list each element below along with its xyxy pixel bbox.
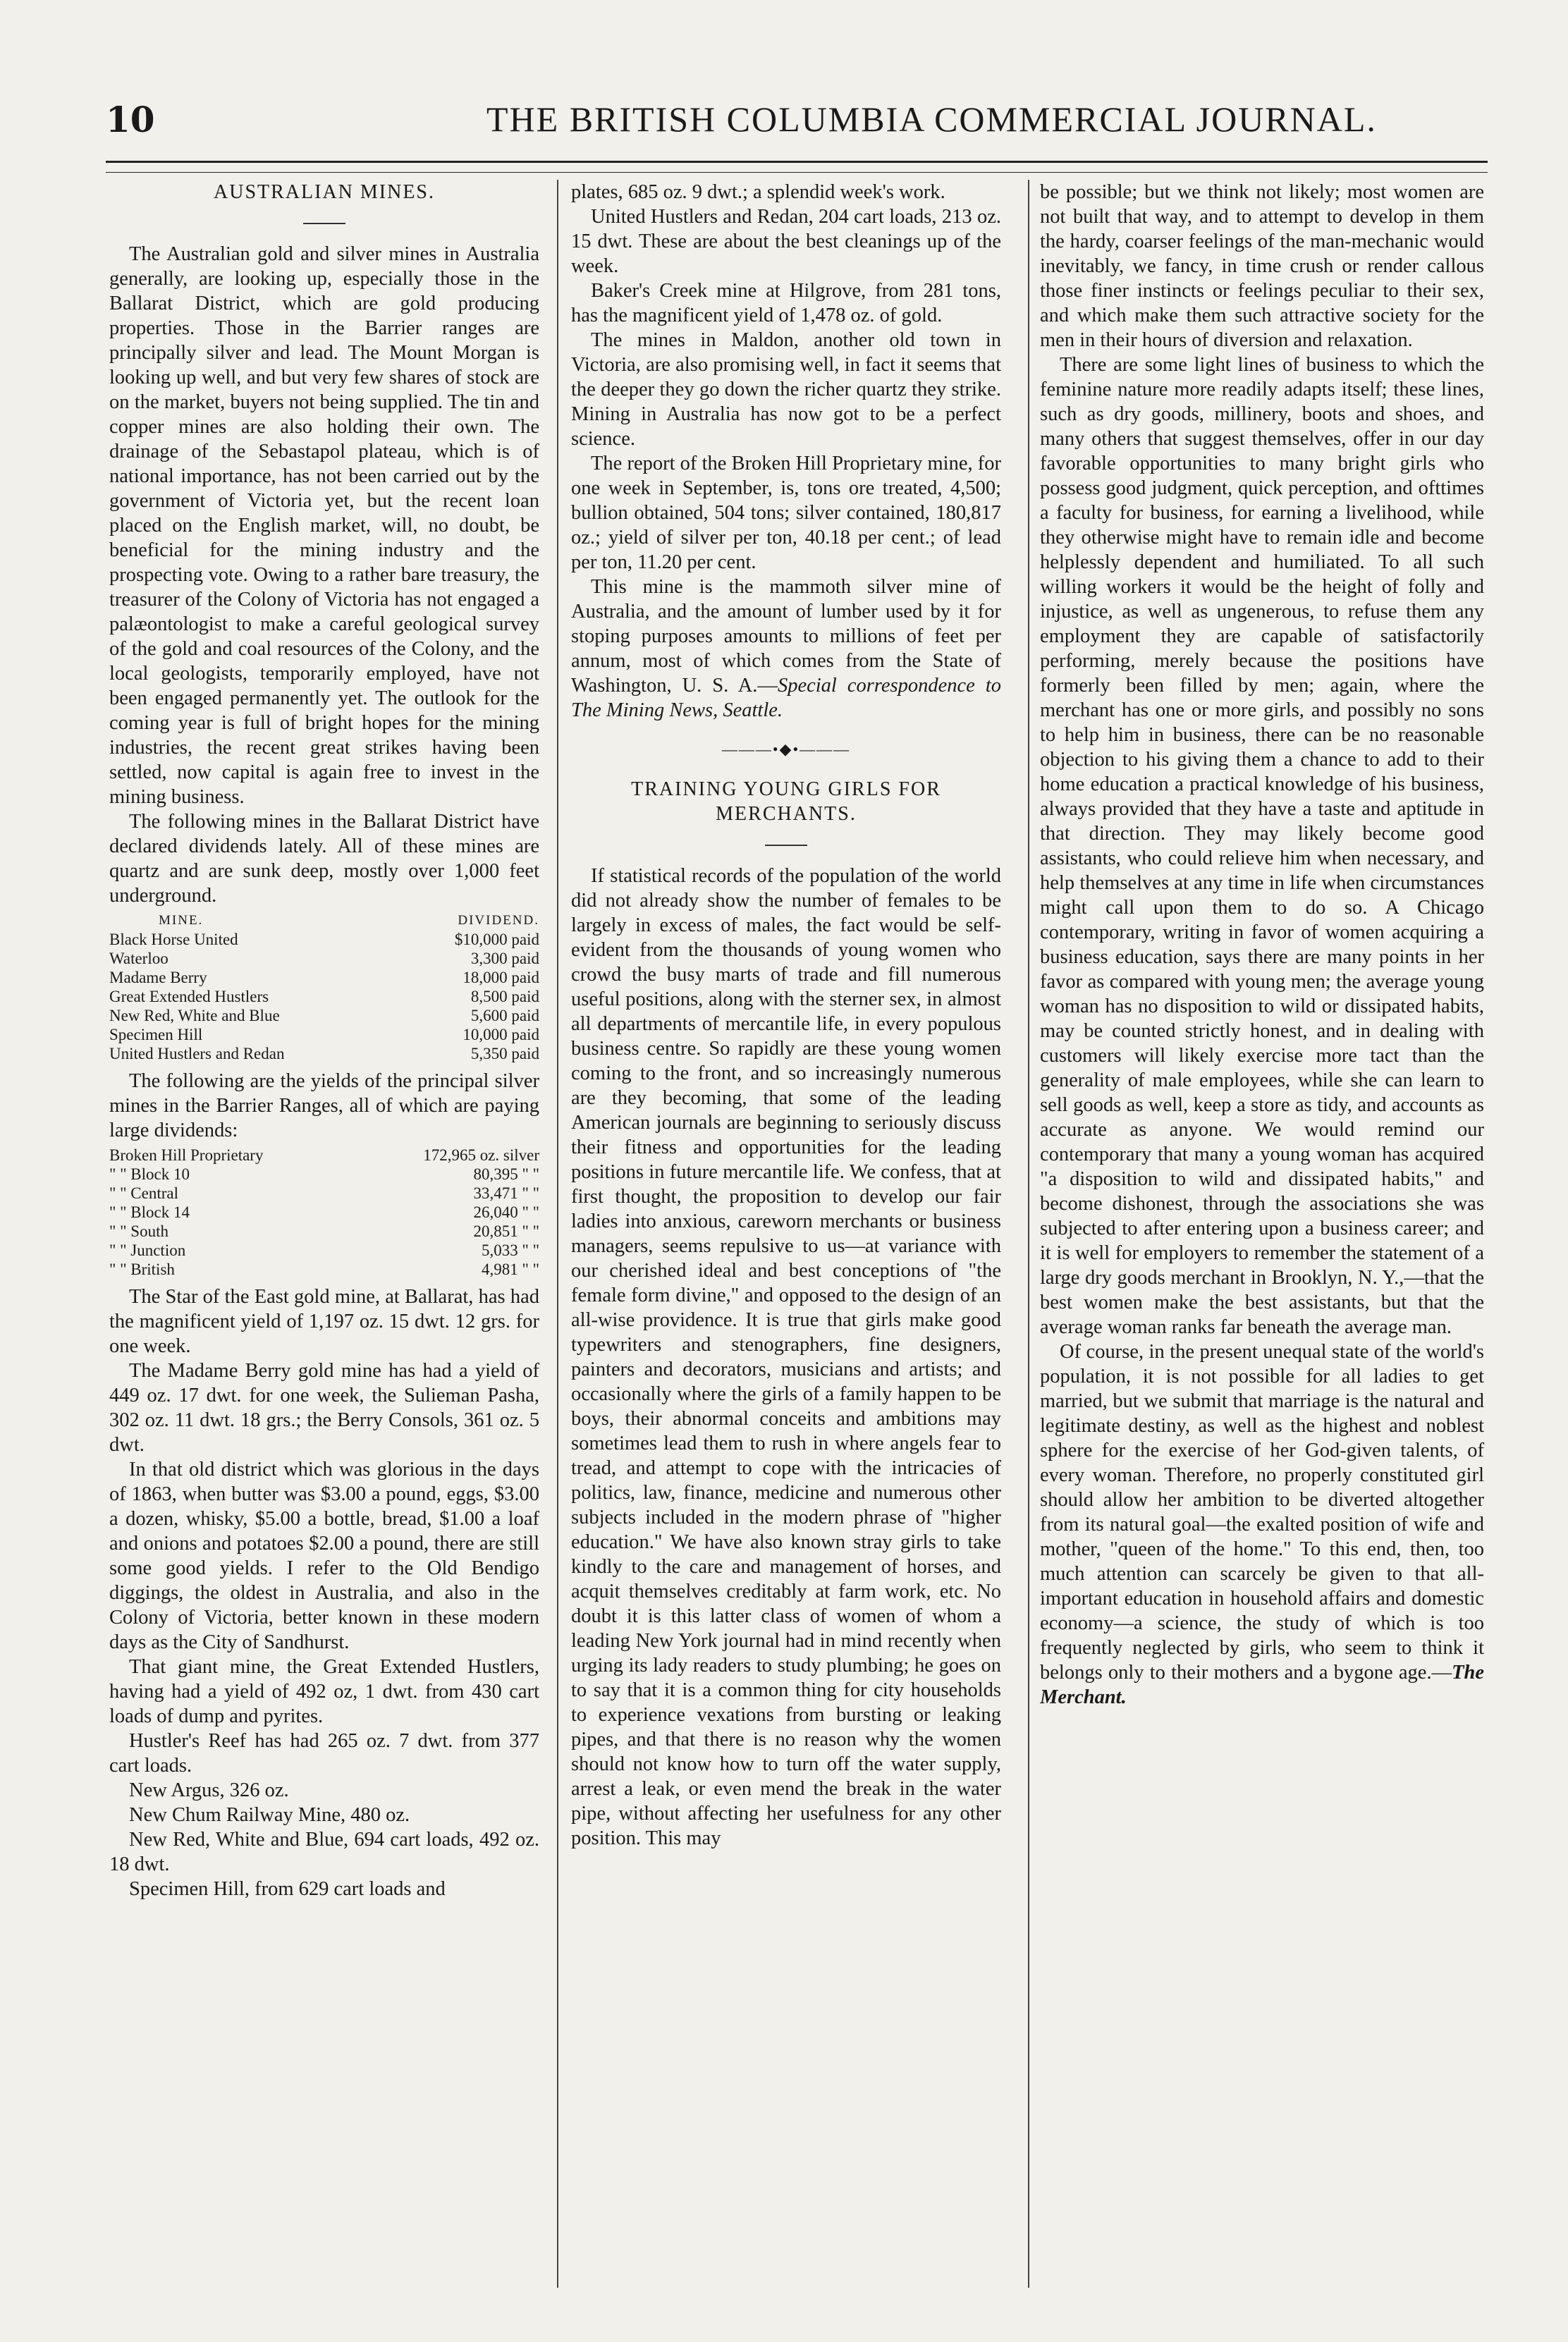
table-row — [109, 1203, 539, 1222]
column-2 — [571, 180, 1001, 2288]
table-row — [109, 1222, 539, 1241]
table-row — [109, 1044, 539, 1063]
yield-value: 80,395 " " — [473, 1165, 539, 1183]
source-credit: Special correspondence to The Mining News, Seattle. — [571, 675, 1001, 721]
mine-name: New Red, White and Blue — [109, 1007, 280, 1024]
yield-value: 26,040 " " — [473, 1203, 539, 1221]
dividend-amount: 10,000 paid — [463, 1026, 539, 1043]
paragraph: The following mines in the Ballarat District have declared dividends lately. All of these mines are quartz and are sunk deep, mostly over 1,000 feet underground. — [109, 811, 539, 907]
yield-value: 5,033 " " — [481, 1241, 539, 1259]
table-row — [109, 987, 539, 1006]
yield-value: 4,981 " " — [481, 1261, 539, 1278]
paragraph: Baker's Creek mine at Hilgrove, from 281 tons, has the magnificent yield of 1,478 oz. of gold. — [571, 280, 1001, 326]
dividend-amount: 5,600 paid — [470, 1007, 539, 1024]
source-credit: The Merchant. — [1040, 1662, 1484, 1708]
paragraph: Specimen Hill, from 629 cart loads and — [129, 1878, 446, 1900]
column-divider — [1028, 180, 1029, 2288]
paragraph: There are some light lines of business to which the feminine nature more readily adapts itself; these lines, such as dry goods, millinery, boots and shoes, and many others that suggest themselves, offer in our day favorable opportunities to many bright girls who possess good judgment, quick perception, and ofttimes a faculty for business, for earning a livelihood, while they otherwise might have to remain idle and become helplessly dependent and humiliated. To all such willing workers it would be the height of folly and injustice, as well as ungenerous, to refuse them any employment they are capable of satisfactorily performing, merely because the positions have formerly been filled by men; again, where the merchant has one or more girls, and possibly no sons to help him in business, there can be no reasonable objection to his giving them a chance to add to their home education a practical knowledge of his business, always provided that they have a taste and aptitude in that direction. They may likely become good assistants, who could relieve him when necessary, and help themselves at any time in life when circumstances might call upon them to do so. A Chicago contemporary, writing in favor of women acquiring a business education, says there are many points in her favor as compared with young men; the average young woman has no disposition to wild or dissipated habits, may be counted strictly honest, and in dealing with customers will likely exercise more tact than the generality of male employees, while she can learn to sell goods as well, keep a store as tidy, and accounts as accurate as anyone. We would remind our contemporary that many a young woman has acquired "a disposition to wild and dissipated habits," and become dishonest, through the associations she was subjected to after entering upon a business career; and it is well for employers to remember the statement of a large dry goods merchant in Brooklyn, N. Y.,—that the best women make the best assistants, but that the average woman ranks far beneath the average man. — [1040, 354, 1484, 1338]
mine-name: " " Block 10 — [109, 1165, 190, 1183]
journal-title: THE BRITISH COLUMBIA COMMERCIAL JOURNAL. — [486, 99, 1377, 139]
column-1 — [109, 180, 539, 2288]
mine-name: " " Central — [109, 1184, 178, 1202]
table-header-mine: MINE. — [159, 913, 204, 928]
table-row — [109, 1006, 539, 1025]
mine-name: Waterloo — [109, 950, 169, 967]
paragraph: plates, 685 oz. 9 dwt.; a splendid week's work. — [571, 181, 945, 203]
page-header — [106, 92, 1488, 148]
heading-dash — [571, 832, 1001, 857]
table-row — [109, 930, 539, 949]
dividend-amount: 3,300 paid — [470, 950, 539, 967]
table-row — [109, 1165, 539, 1184]
table-header-dividend: DIVIDEND. — [458, 913, 539, 928]
paragraph: The following are the yields of the principal silver mines in the Barrier Ranges, all of which are paying large dividends: — [109, 1070, 539, 1141]
paragraph: New Argus, 326 oz. — [129, 1779, 289, 1801]
dividend-amount: 18,000 paid — [463, 969, 539, 986]
paragraph: United Hustlers and Redan, 204 cart loads, 213 oz. 15 dwt. These are about the best cleanings up of the week. — [571, 206, 1001, 277]
paragraph-text: Of course, in the present unequal state of the world's population, it is not possible for all ladies to get married, but we submit that marriage is the natural and legitimate destiny, as well as the highest and noblest sphere for the exercise of her God-given talents, of every woman. Therefore, no properly constituted girl should allow her ambition to be diverted altogether from its natural goal—the exalted position of wife and mother, "queen of the home." To this end, then, too much attention can scarcely be given to that all-important education in household affairs and domestic economy—a science, the study of which is too frequently neglected by girls, who seem to think it belongs only to their mothers and a bygone age.— — [1040, 1341, 1484, 1684]
yield-value: 33,471 " " — [473, 1184, 539, 1202]
table-row — [109, 1025, 539, 1044]
column-divider — [557, 180, 558, 2288]
page-number: 10 — [106, 99, 155, 140]
silver-yield-table — [109, 1146, 539, 1279]
paragraph: The mines in Maldon, another old town in Victoria, are also promising well, in fact it seems that the deeper they go down the richer quartz they strike. Mining in Australia has now got to be a perfect science. — [571, 329, 1001, 450]
mine-name: United Hustlers and Redan — [109, 1045, 285, 1062]
dividend-table — [109, 911, 539, 1063]
paragraph — [571, 575, 1001, 723]
paragraph: That giant mine, the Great Extended Hustlers, having had a yield of 492 oz, 1 dwt. from 430 cart loads of dump and pyrites. — [109, 1656, 539, 1727]
paragraph: New Red, White and Blue, 694 cart loads, 492 oz. 18 dwt. — [109, 1829, 539, 1875]
mine-name: Madame Berry — [109, 969, 207, 986]
mine-name: Broken Hill Proprietary — [109, 1146, 264, 1164]
column-3 — [1040, 180, 1484, 2288]
yield-value: 20,851 " " — [473, 1222, 539, 1240]
article-heading-australian-mines: AUSTRALIAN MINES. — [214, 181, 435, 203]
paragraph-text: This mine is the mammoth silver mine of Australia, and the amount of lumber used by it for stoping purposes amounts to millions of feet per annum, most of which comes from the State of Washington, U. S. A.— — [571, 576, 1001, 697]
paragraph: The Madame Berry gold mine has had a yield of 449 oz. 17 dwt. for one week, the Sulieman Pasha, 302 oz. 11 dwt. 18 grs.; the Berry Consols, 361 oz. 5 dwt. — [109, 1360, 539, 1456]
article-heading-training-young-girls: TRAINING YOUNG GIRLS FOR MERCHANTS. — [631, 778, 941, 825]
paragraph — [1040, 1339, 1484, 1710]
header-rule — [106, 161, 1488, 163]
heading-dash — [109, 210, 539, 235]
paragraph: In that old district which was glorious in the days of 1863, when butter was $3.00 a pound, eggs, $3.00 a dozen, whisky, $5.00 a bottle, bread, $1.00 a loaf and onions and potatoes $2.00 a pound, there are still some good yields. I refer to the Old Bendigo diggings, the oldest in Australia, and also in the Colony of Victoria, better known in these modern days as the City of Sandhurst. — [109, 1459, 539, 1653]
table-row — [109, 949, 539, 968]
dividend-amount: 8,500 paid — [470, 988, 539, 1005]
table-row — [109, 1241, 539, 1260]
paragraph: New Chum Railway Mine, 480 oz. — [129, 1804, 410, 1826]
paragraph: Hustler's Reef has had 265 oz. 7 dwt. from 377 cart loads. — [109, 1730, 539, 1777]
yield-value: 172,965 oz. silver — [423, 1146, 539, 1164]
table-row — [109, 1184, 539, 1203]
mine-name: Great Extended Hustlers — [109, 988, 269, 1005]
mine-name: " " Junction — [109, 1241, 186, 1259]
mine-name: " " South — [109, 1222, 169, 1240]
dividend-amount: $10,000 paid — [454, 931, 539, 948]
header-rule-thin — [106, 172, 1488, 173]
mine-name: Black Horse United — [109, 931, 238, 948]
paragraph: If statistical records of the population of the world did not already show the number of females to be largely in excess of males, the fact would be self-evident from the thousands of young women who crowd the busy marts of trade and fill numerous useful positions, along with the sterner sex, in almost all departments of mercantile life, in every populous business centre. So rapidly are these young women coming to the front, and so increasingly numerous are they becoming, that some of the leading American journals are beginning to seriously discuss their fitness and opportunities for the leading positions in future mercantile life. We confess, that at first thought, the proposition to develop our fair ladies into anxious, careworn merchants or business managers, seems repulsive to us—at variance with our cherished ideal and best conceptions of "the female form divine," and opposed to the design of an all-wise providence. It is true that girls make good typewriters and stenographers, fine designers, painters and decorators, musicians and artists; and occasionally where the girls of a family happen to be boys, their abnormal conceits and ambitions may sometimes lead them to rush in where angels fear to tread, and attempt to cope with the intricacies of politics, law, finance, medicine and numerous other subjects included in the modern phrase of "higher education." We have also known stray girls to take kindly to the care and management of horses, and acquit themselves creditably at farm work, etc. No doubt it is this latter class of women of whom a leading New York journal had in mind recently when urging its lady readers to study plumbing; he goes on to say that it is a common thing for city households to experience vexations from bursting or leaking pipes, and that there is no reason why the women should not know how to turn off the water supply, arrest a leak, or even mend the break in the water pipe, without affecting her usefulness for any other position. This may — [571, 865, 1001, 1849]
paragraph: be possible; but we think not likely; most women are not built that way, and to attempt to develop in them the hardy, coarser feelings of the man-mechanic would inevitably, we fancy, in time crush or render callous those finer instincts or feelings peculiar to their sex, and which make them such attractive society for the men in their hours of diversion and relaxation. — [1040, 181, 1484, 351]
mine-name: " " British — [109, 1261, 175, 1278]
table-row — [109, 968, 539, 987]
dividend-amount: 5,350 paid — [470, 1045, 539, 1062]
mine-name: " " Block 14 — [109, 1203, 190, 1221]
mine-name: Specimen Hill — [109, 1026, 203, 1043]
paragraph: The report of the Broken Hill Proprietary mine, for one week in September, is, tons ore treated, 4,500; bullion obtained, 504 tons; silver contained, 180,817 oz.; yield of silver per ton, 40.18 per cent.; of lead per ton, 11.20 per cent. — [571, 453, 1001, 573]
table-row — [109, 1260, 539, 1279]
section-ornament: ———•◆•——— — [721, 740, 851, 758]
paragraph: The Star of the East gold mine, at Ballarat, has had the magnificent yield of 1,197 oz. 15 dwt. 12 grs. for one week. — [109, 1286, 539, 1357]
table-row — [109, 1146, 539, 1165]
paragraph: The Australian gold and silver mines in Australia generally, are looking up, especially those in the Ballarat District, which are gold producing properties. Those in the Barrier ranges are principally silver and lead. The Mount Morgan is looking up well, and but very few shares of stock are on the market, buyers not being supplied. The tin and copper mines are also holding their own. The drainage of the Sebastapol plateau, which is of national importance, has not been carried out by the government of Victoria yet, but the recent loan placed on the English market, will, no doubt, be beneficial for the mining industry and the prospecting vote. Owing to a rather bare treasury, the treasurer of the Colony of Victoria has not engaged a palæontologist to make a careful geological survey of the gold and coal resources of the Colony, and the local geologists, temporarily employed, have not been engaged permanently yet. The outlook for the coming year is full of bright hopes for the mining industries, the recent great strikes having been settled, now capital is again free to invest in the mining business. — [109, 243, 539, 808]
